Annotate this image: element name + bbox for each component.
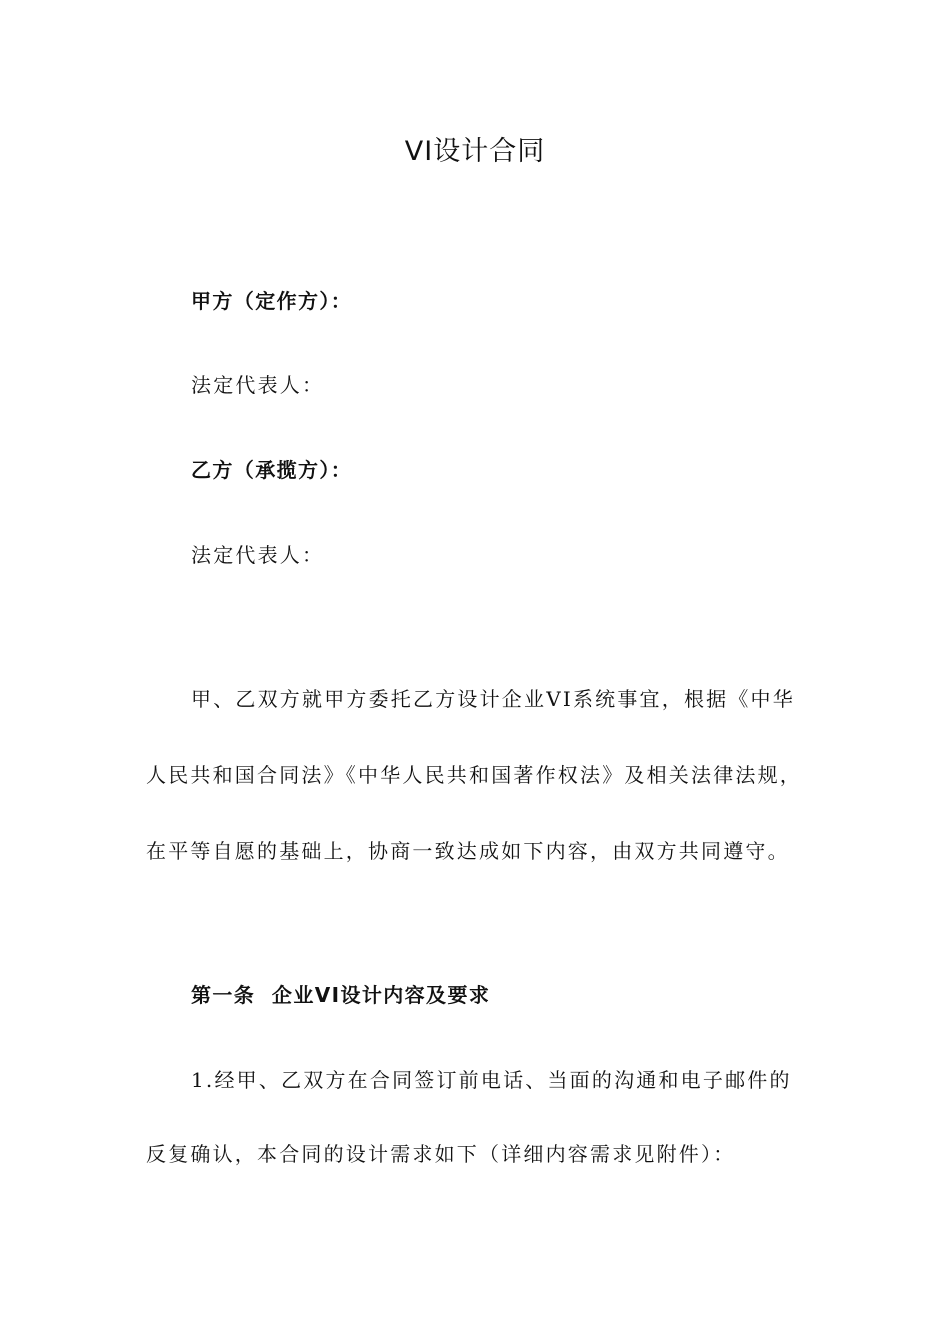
party-a-representative: 法定代表人：	[191, 373, 325, 397]
preamble-line: 人民共和国合同法》《中华人民共和国著作权法》及相关法律法规，	[146, 763, 802, 787]
article-1-paragraph-line: 1.经甲、乙双方在合同签订前电话、当面的沟通和电子邮件的	[191, 1068, 792, 1092]
preamble-line: 甲、乙双方就甲方委托乙方设计企业VI系统事宜，根据《中华	[191, 687, 795, 711]
preamble-line: 在平等自愿的基础上，协商一致达成如下内容，由双方共同遵守。	[146, 839, 790, 863]
party-a-label: 甲方（定作方）：	[191, 289, 353, 313]
party-b-representative: 法定代表人：	[191, 543, 325, 567]
party-b-label: 乙方（承揽方）：	[191, 458, 353, 482]
article-1-paragraph-line: 反复确认，本合同的设计需求如下（详细内容需求见附件）：	[146, 1142, 736, 1166]
article-1-heading: 第一条 企业VI设计内容及要求	[191, 983, 491, 1007]
document-title: VI设计合同	[404, 136, 546, 167]
